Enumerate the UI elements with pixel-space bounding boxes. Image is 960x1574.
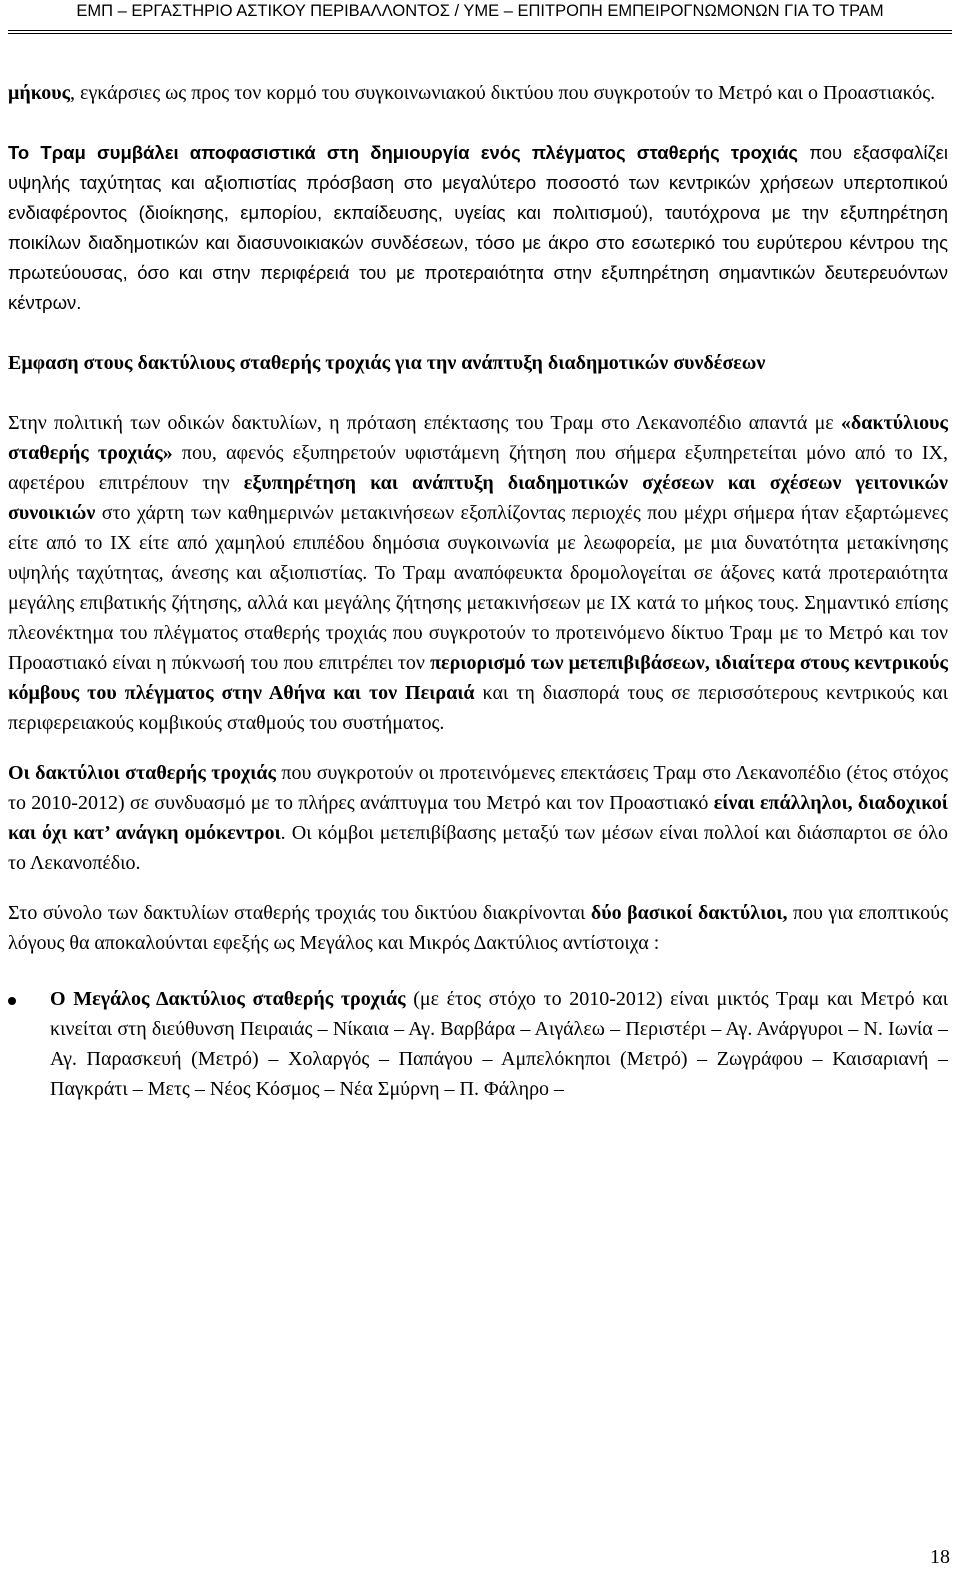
bold-term: δύο βασικοί δακτύλιοι,	[590, 902, 788, 924]
paragraph-text: που, αφενός εξυπηρετούν υφιστάμενη ζήτηση που σήμερα εξυπηρετείται μόνο από το ΙΧ, αφετέρου επιτρέπουν την	[8, 442, 948, 494]
paragraph-tram-network	[8, 138, 948, 318]
header-rule-bottom	[8, 33, 952, 34]
paragraph-text: (με έτος στόχο το 2010-2012) είναι μικτός Τραμ και Μετρό και κινείται στη διεύθυνση Πειραιάς – Νίκαια – Αγ. Βαρβάρα – Αιγάλεω – Περιστέρι – Αγ. Ανάργυροι – Ν. Ιωνία – Αγ. Παρασκευή (Μετρό) – Χολαργός – Παπάγου – Αμπελόκηποι (Μετρό) – Ζωγράφου – Καισαριανή – Παγκράτι – Μετς – Νέος Κόσμος – Νέα Σμύρνη – Π. Φάληρο –	[50, 988, 948, 1100]
bold-term: «δακτύλιους σταθερής τροχιάς»	[8, 412, 948, 464]
list-item	[8, 984, 948, 1104]
bold-term: Οι δακτύλιοι σταθερής τροχιάς	[8, 762, 276, 784]
bullet-list	[8, 984, 948, 1104]
bold-term: εξυπηρέτηση και ανάπτυξη διαδημοτικών σχέσεων και σχέσεων γειτονικών συνοικιών	[8, 472, 948, 524]
document-body	[8, 78, 948, 1104]
bold-term: περιορισμό των μετεπιβιβάσεων, ιδιαίτερα στους κεντρικούς κόμβους του πλέγματος στην Αθήνα και τον Πειραιά	[8, 652, 948, 704]
paragraph-text: που συγκροτούν οι προτεινόμενες επεκτάσεις Τραμ στο Λεκανοπέδιο (έτος στόχος το 2010-2012) σε συνδυασμό με το πλήρες ανάπτυγμα του Μετρό και τον Προαστιακό	[8, 762, 948, 814]
bold-term: Το Τραμ συμβάλει αποφασιστικά στη δημιουργία ενός πλέγματος σταθερής τροχιάς	[8, 142, 799, 163]
paragraph-text: και τη διασπορά τους σε περισσότερους κεντρικούς και περιφερειακούς κομβικούς σταθμούς του συστήματος.	[8, 682, 949, 734]
paragraph-continuation	[8, 78, 948, 108]
paragraph-text: που εξασφαλίζει υψηλής ταχύτητας και αξιοπιστίας πρόσβαση στο μεγαλύτερο ποσοστό των κεντρικών χρήσεων υπερτοπικού ενδιαφέροντος (διοίκησης, εμπορίου, εκπαίδευσης, υγείας και πολιτισμού), ταυτόχρονα με την εξυπηρέτηση ποικίλων διαδημοτικών και διασυνοικιακών συνδέσεων, τόσο με άκρο στο εσωτερικό του ευρύτερου κέντρου της πρωτεύουσας, όσο και στην περιφέρειά του με προτεραιότητα στην εξυπηρέτηση σημαντικών δευτερευόντων κέντρων.	[8, 142, 948, 313]
bold-term: Ο Μεγάλος Δακτύλιος σταθερής τροχιάς	[50, 988, 406, 1010]
paragraph-two-rings	[8, 898, 948, 958]
paragraph-text: στο χάρτη των καθημερινών μετακινήσεων εξοπλίζοντας περιοχές που μέχρι σήμερα ήταν εξαρτώμενες είτε από το ΙΧ είτε από χαμηλού επιπέδου δημόσια συγκοινωνία με λεωφορεία, με μια δυνατότητα μετακίνησης υψηλής ταχύτητας, άνεσης και αξιοπιστίας. Το Τραμ αναπόφευκτα δρομολογείται σε άξονες κατά προτεραιότητα μεγάλης επιβατικής ζήτησης, αλλά και μεγάλης ζήτησης μετακινήσεων με ΙΧ κατά το μήκος τους. Σημαντικό επίσης πλεονέκτημα του πλέγματος σταθερής τροχιάς που συγκροτούν το προτεινόμενο δίκτυο Τραμ με το Μετρό και τον Προαστιακό είναι η πύκνωσή του που επιτρέπει τον	[8, 502, 948, 674]
section-heading	[8, 348, 948, 378]
header-rule-top	[8, 30, 952, 31]
bold-term: είναι επάλληλοι, διαδοχικοί και όχι κατ’ ανάγκη ομόκεντροι	[8, 792, 948, 844]
sans-section	[8, 138, 948, 318]
bold-term: μήκους	[8, 82, 71, 104]
page-number: 18	[930, 1546, 950, 1568]
bullet-icon	[8, 997, 16, 1005]
section-heading-text: Εμφαση στους δακτύλιους σταθερής τροχιάς για την ανάπτυξη διαδημοτικών συνδέσεων	[8, 352, 766, 374]
paragraph-text: Στην πολιτική των οδικών δακτυλίων, η πρόταση επέκτασης του Τραμ στο Λεκανοπέδιο απαντά με	[8, 412, 841, 434]
paragraph-ring-policy	[8, 408, 948, 738]
paragraph-text: που για εποπτικούς λόγους θα αποκαλούνται εφεξής ως Μεγάλος και Μικρός Δακτύλιος αντίστοιχα :	[8, 902, 948, 954]
paragraph-text: , εγκάρσιες ως προς τον κορμό του συγκοινωνιακού δικτύου που συγκροτούν το Μετρό και ο Προαστιακός.	[70, 82, 936, 104]
running-header: ΕΜΠ – ΕΡΓΑΣΤΗΡΙΟ ΑΣΤΙΚΟΥ ΠΕΡΙΒΑΛΛΟΝΤΟΣ / ΥΜΕ – ΕΠΙΤΡΟΠΗ ΕΜΠΕΙΡΟΓΝΩΜΟΝΩΝ ΓΙΑ ΤΟ ΤΡΑΜ	[76, 2, 884, 20]
paragraph-text: Στο σύνολο των δακτυλίων σταθερής τροχιάς του δικτύου διακρίνονται	[8, 902, 591, 924]
paragraph-text: . Οι κόμβοι μετεπιβίβασης μεταξύ των μέσων είναι πολλοί και διάσπαρτοι σε όλο το Λεκανοπέδιο.	[8, 822, 948, 874]
paragraph-rings	[8, 758, 948, 878]
